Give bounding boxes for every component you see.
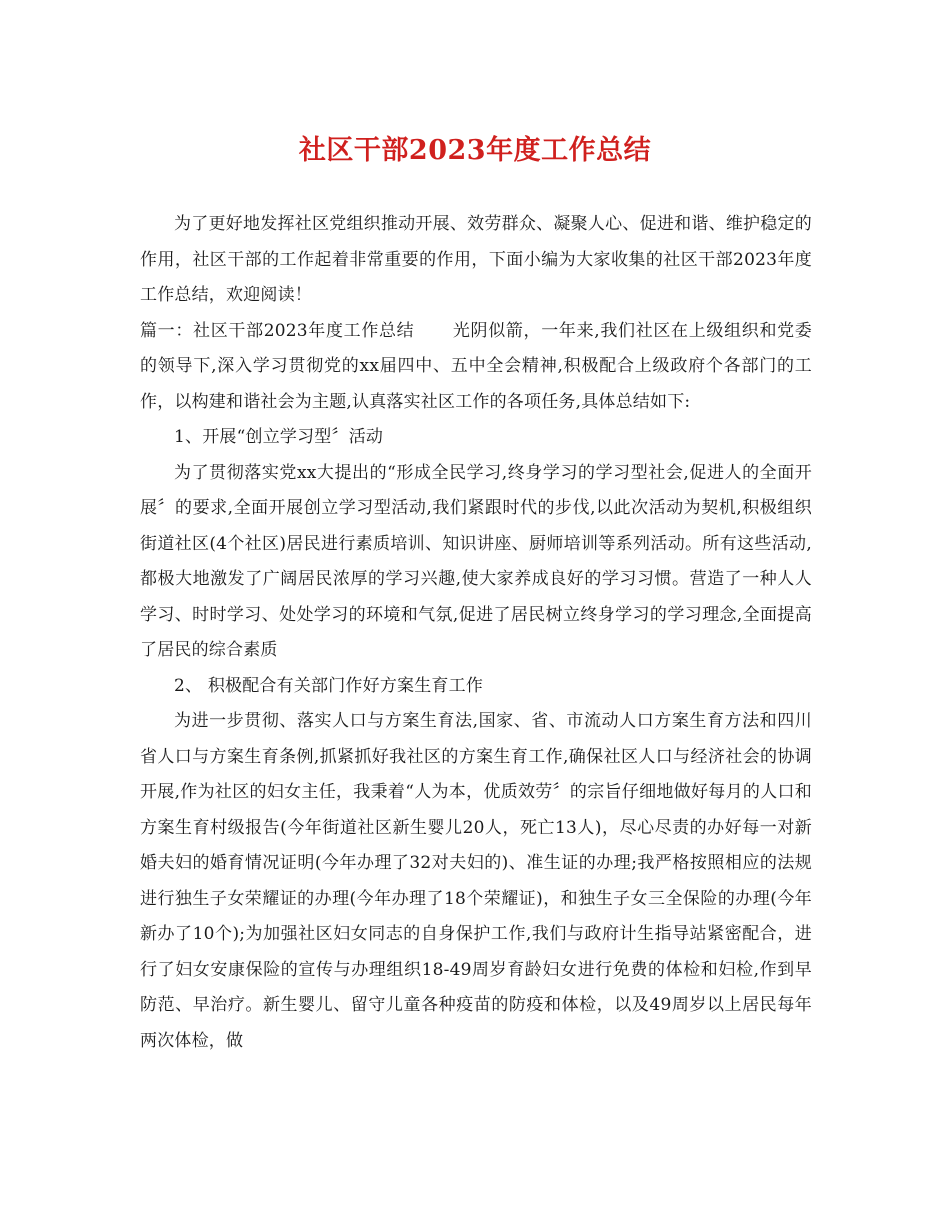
section2-heading: 2、 积极配合有关部门作好方案生育工作 [174, 675, 484, 696]
section1-body: 为了贯彻落实党xx大提出的“形成全民学习,终身学习的学习型社会,促进人的全面开展〞的要求,全面开展创立学习型活动,我们紧跟时代的步伐,以此次活动为契机,积极组织街道社区(4个社区)居民进行素质培训、知识讲座、厨师培训等系列活动。所有这些活动,都极大地激发了广阔居民浓厚的学习兴趣,使大家养成良好的学习习惯。营造了一种人人学习、时时学习、处处学习的环境和气氛,促进了居民树立终身学习的学习理念,全面提高了居民的综合素质 [140, 462, 812, 660]
document-title: 社区干部2023年度工作总结 [298, 135, 652, 166]
chapter-paragraph [140, 314, 812, 421]
chapter-label: 篇一：社区干部2023年度工作总结 [140, 320, 415, 341]
chapter-text: 光阴似箭，一年来,我们社区在上级组织和党委的领导下,深入学习贯彻党的xx届四中、五中全会精神,积极配合上级政府个各部门的工作，以构建和谐社会为主题,认真落实社区工作的各项任务,具体总结如下: [140, 320, 812, 412]
intro-paragraph: 为了更好地发挥社区党组织推动开展、效劳群众、凝聚人心、促进和谐、维护稳定的作用，社区干部的工作起着非常重要的作用，下面小编为大家收集的社区干部2023年度工作总结，欢迎阅读！ [140, 214, 812, 305]
section2-body: 为进一步贯彻、落实人口与方案生育法,国家、省、市流动人口方案生育方法和四川省人口与方案生育条例,抓紧抓好我社区的方案生育工作,确保社区人口与经济社会的协调开展,作为社区的妇女主任，我秉着“人为本，优质效劳〞的宗旨仔细地做好每月的人口和方案生育村级报告(今年街道社区新生婴儿20人，死亡13人)，尽心尽责的办好每一对新婚夫妇的婚育情况证明(今年办理了32对夫妇的)、准生证的办理;我严格按照相应的法规进行独生子女荣耀证的办理(今年办理了18个荣耀证)，和独生子女三全保险的办理(今年新办了10个);为加强社区妇女同志的自身保护工作,我们与政府计生指导站紧密配合，进行了妇女安康保险的宣传与办理组织18-49周岁育龄妇女进行免费的体检和妇检,作到早防范、早治疗。新生婴儿、留守儿童各种疫苗的防疫和体检，以及49周岁以上居民每年两次体检，做 [140, 711, 812, 1051]
section1-heading: 1、开展“创立学习型〞活动 [174, 427, 384, 447]
document-body [140, 207, 812, 1059]
